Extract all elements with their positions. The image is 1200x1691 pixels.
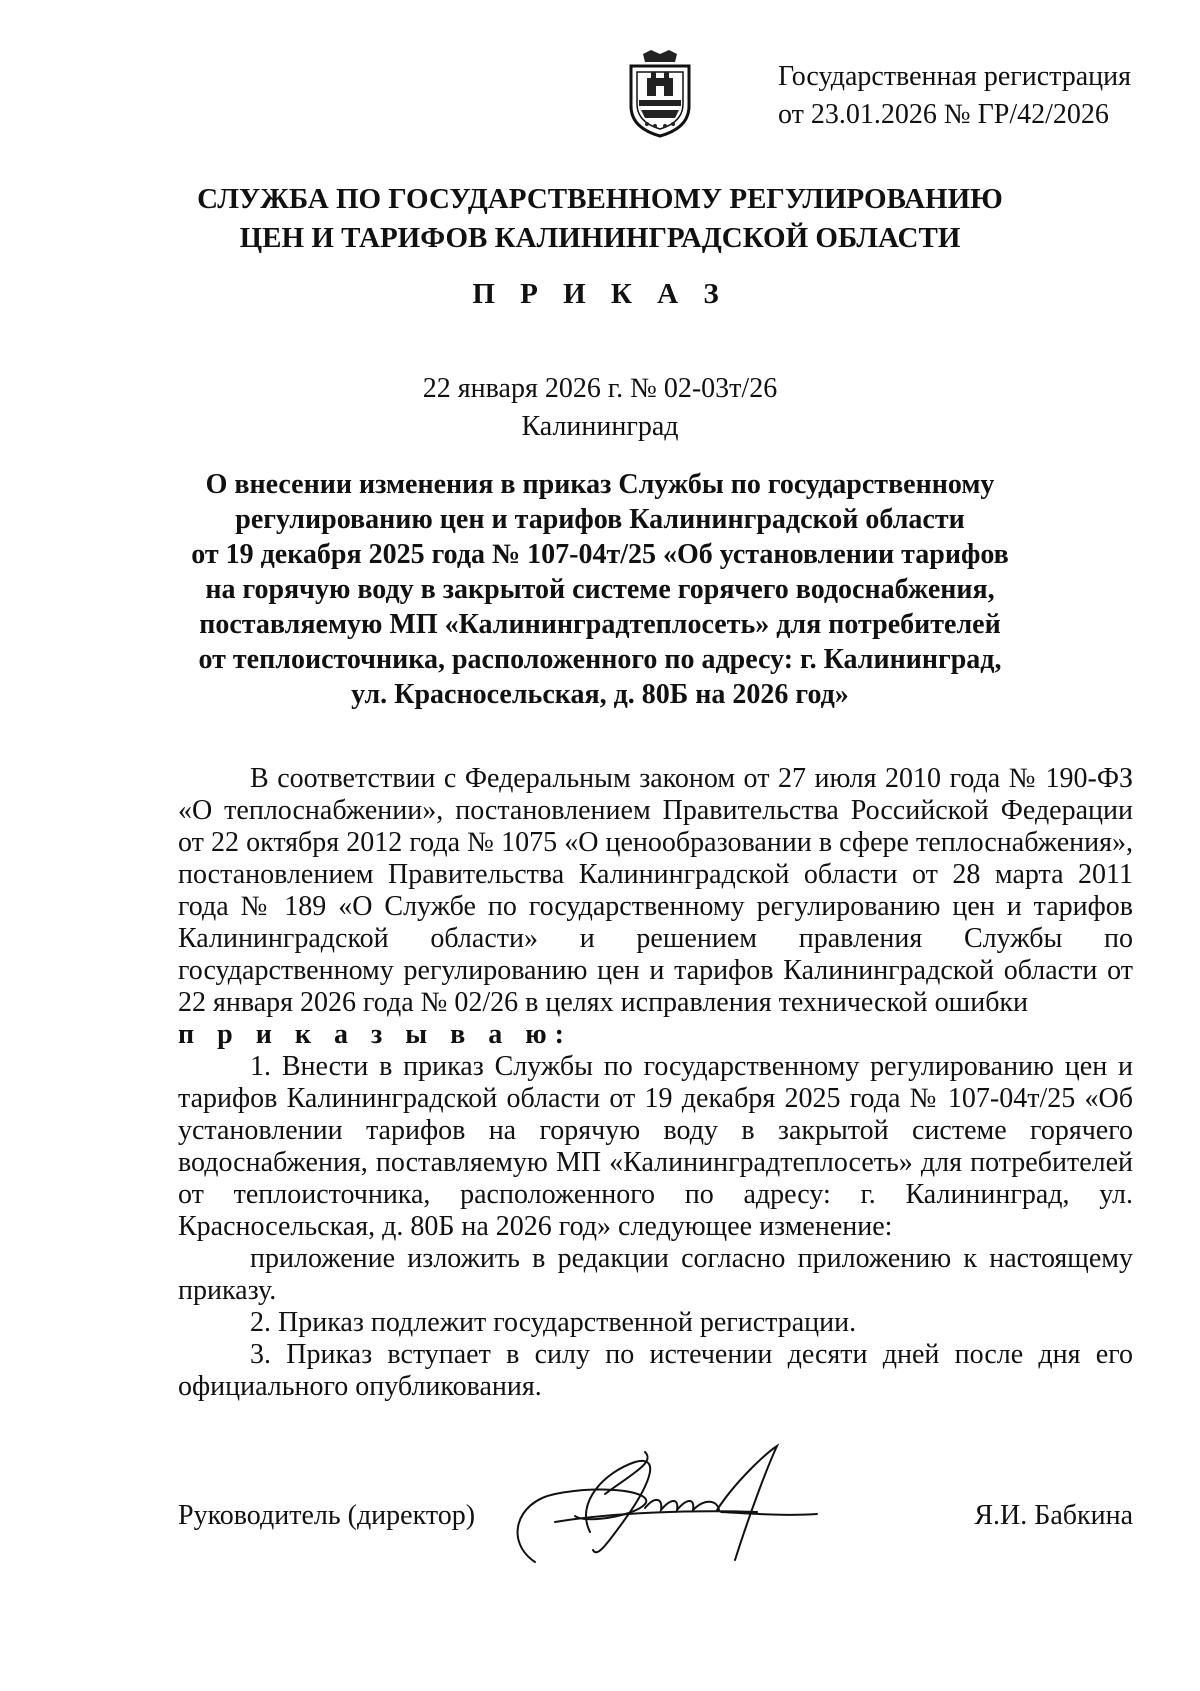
agency-name-line-2: ЦЕН И ТАРИФОВ КАЛИНИНГРАДСКОЙ ОБЛАСТИ bbox=[239, 222, 961, 254]
registration-stamp bbox=[778, 58, 1131, 134]
signer-position: Руководитель (директор) bbox=[178, 1500, 476, 1531]
preamble-paragraph: В соответствии с Федеральным законом от 27 июля 2010 года № 190-ФЗ «О теплоснабжении», постановлением Правительства Российской Федерации от 22 октября 2012 года № 1075 «О ценообразовании в сфере теплоснабжения», постановлением Правительства Калининградской области от 28 марта 2011 года № 189 «О Службе по государственному регулированию цен и тарифов Калининградской области» и решением правления Службы по государственному регулированию цен и тарифов Калининградской области от 22 января 2026 года № 02/26 в целях исправления технической ошибки bbox=[178, 763, 1133, 1018]
signature-block bbox=[178, 1498, 1133, 1538]
order-verb: п р и к а з ы в а ю: bbox=[178, 1019, 572, 1050]
item-1-paragraph: 1. Внести в приказ Службы по государственному регулированию цен и тарифов Калининградской области от 19 декабря 2025 года № 107-04т/25 «Об установлении тарифов на горячую воду в закрытой системе горячего водоснабжения, поставляемую МП «Калининградтеплосеть» для потребителей от теплоисточника, расположенного по адресу: г. Калининград, ул. Красносельская, д. 80Б на 2026 год» следующее изменение: bbox=[178, 1051, 1133, 1242]
signer-name: Я.И. Бабкина bbox=[974, 1500, 1133, 1531]
order-subject bbox=[0, 467, 1200, 712]
order-date-block bbox=[0, 370, 1200, 446]
subject-line: регулированию цен и тарифов Калининградской области bbox=[235, 504, 965, 535]
subject-line: от теплоисточника, расположенного по адресу: г. Калининград, bbox=[198, 644, 1002, 675]
subject-line: ул. Красносельская, д. 80Б на 2026 год» bbox=[351, 679, 849, 710]
agency-name-line-1: СЛУЖБА ПО ГОСУДАРСТВЕННОМУ РЕГУЛИРОВАНИЮ bbox=[197, 183, 1003, 215]
subject-line: О внесении изменения в приказ Службы по государственному bbox=[205, 469, 995, 500]
subject-line: от 19 декабря 2025 года № 107-04т/25 «Об установлении тарифов bbox=[191, 539, 1009, 570]
subject-line: поставляемую МП «Калининградтеплосеть» для потребителей bbox=[199, 609, 1001, 640]
order-city: Калининград bbox=[521, 411, 679, 442]
item-2-paragraph: 2. Приказ подлежит государственной регистрации. bbox=[250, 1307, 857, 1338]
order-date-number: 22 января 2026 г. № 02-03т/26 bbox=[422, 373, 778, 404]
agency-name bbox=[0, 180, 1200, 258]
subject-line: на горячую воду в закрытой системе горячего водоснабжения, bbox=[205, 574, 995, 605]
item-1-subparagraph: приложение изложить в редакции согласно приложению к настоящему приказу. bbox=[178, 1243, 1133, 1306]
item-3-paragraph: 3. Приказ вступает в силу по истечении десяти дней после дня его официального опубликования. bbox=[178, 1339, 1133, 1402]
coat-of-arms-emblem bbox=[625, 48, 695, 138]
registration-line-1: Государственная регистрация bbox=[778, 61, 1131, 92]
registration-line-2: от 23.01.2026 № ГР/42/2026 bbox=[778, 99, 1109, 130]
order-body bbox=[178, 763, 1133, 1403]
document-type-heading: П Р И К А З bbox=[472, 278, 728, 310]
order-verb-paragraph bbox=[178, 1019, 1133, 1051]
